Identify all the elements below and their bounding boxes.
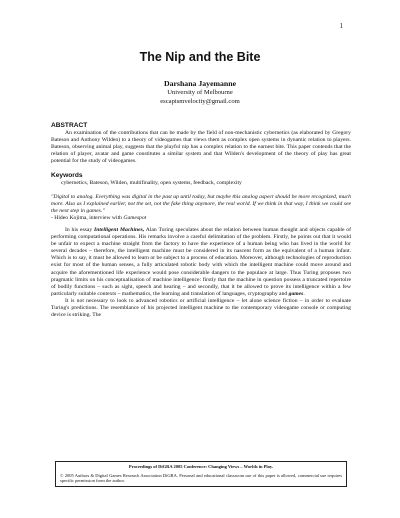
attribution-prefix: - Hideo Kojima, interview with bbox=[51, 214, 124, 221]
p1-start: In his essay bbox=[65, 226, 94, 233]
author-name: Darshana Jayemanne bbox=[163, 79, 237, 88]
p1-end: . bbox=[303, 290, 305, 297]
author-block bbox=[0, 79, 400, 106]
footer-copyright: © 2005 Authors & Digital Games Research Association DiGRA. Personal and educational classroom use of this paper is allowed, commercial use requires specific permission from the author. bbox=[60, 472, 342, 484]
p1-games: games bbox=[288, 290, 304, 297]
paper-body bbox=[51, 122, 351, 319]
keywords-heading: Keywords bbox=[51, 172, 83, 180]
epigraph-attribution bbox=[51, 215, 351, 222]
abstract-text: An examination of the contributions that can be made by the field of non-mechanistic cybernetics (as elaborated by Gregory Bateson and Anthony Wilden) to a theory of videogames that views them as complex open systems in dynamic relation to players. Bateson, observing animal play, suggests that the playful nip has a complex relation to the earnest bite. This paper contends that the relation of player, avatar and game constitutes a similar system and that Wilden's development of the theory of play has great potential for the study of videogames. bbox=[51, 130, 351, 165]
keywords-text: cybernetics, Bateson, Wilden, multifinality, open systems, feedback, complexity bbox=[61, 180, 242, 187]
footer-box bbox=[55, 461, 347, 487]
epigraph-quote: "Digital to analog. Everything was digital in the past up until today, but maybe this analog aspect should be more recognized, much more. Also as I explained earlier, not the set, not the fake thing anymore, the real world. If we think in that way, I think we could see the next step in games." bbox=[51, 193, 351, 214]
footer-title: Proceedings of DiGRA 2005 Conference: Changing Views – Worlds in Play. bbox=[128, 464, 274, 469]
attribution-source: Gamespot bbox=[123, 214, 147, 221]
page-number: 1 bbox=[339, 22, 343, 30]
p1-middle: Alan Turing speculates about the relation between human thought and objects capable of performing computational operations. His remarks involve a careful delimitation of the problem. Firstly, he points out that it would be unfair to expect a machine straight from the factory to have the experience of a human being who has lived in the world for several decades – therefore, the intelligent machine must be considered in its nascent form as the equivalent of a human infant. Which is to say, it must be allowed to learn or be subject to a process of education. Moreover, although technologies of reproduction exist for most of the human senses, a fully articulated robotic body with which the intelligent machine could move around and acquire the aforementioned life experience would pose considerable dangers to the populace at large. Thus Turing proposes two pragmatic limits on his conceptualisation of machine intelligence: firstly that the machine in question possess a truncated repertoire of bodily functions – such as sight, speech and hearing – and secondly, that it be allowed to prove its intelligence within a few particularly suitable contexts – mathematics, the learning and translation of languages, cryptography and bbox=[51, 226, 352, 297]
body-paragraph-2: It is not necessary to look to advanced robotics or artificial intelligence – let alone science fiction – in order to evaluate Turing's predictions. The resemblance of his projected intelligent machine to the contemporary videogame console or computing device is striking. The bbox=[51, 297, 351, 319]
body-paragraph-1 bbox=[51, 227, 351, 298]
abstract-heading: ABSTRACT bbox=[51, 122, 88, 129]
author-email: escapismvelocity@gmail.com bbox=[160, 97, 240, 105]
paper-title: The Nip and the Bite bbox=[139, 50, 261, 64]
p1-essay-title: Intelligent Machines, bbox=[94, 226, 145, 233]
author-affiliation: University of Melbourne bbox=[167, 89, 233, 96]
